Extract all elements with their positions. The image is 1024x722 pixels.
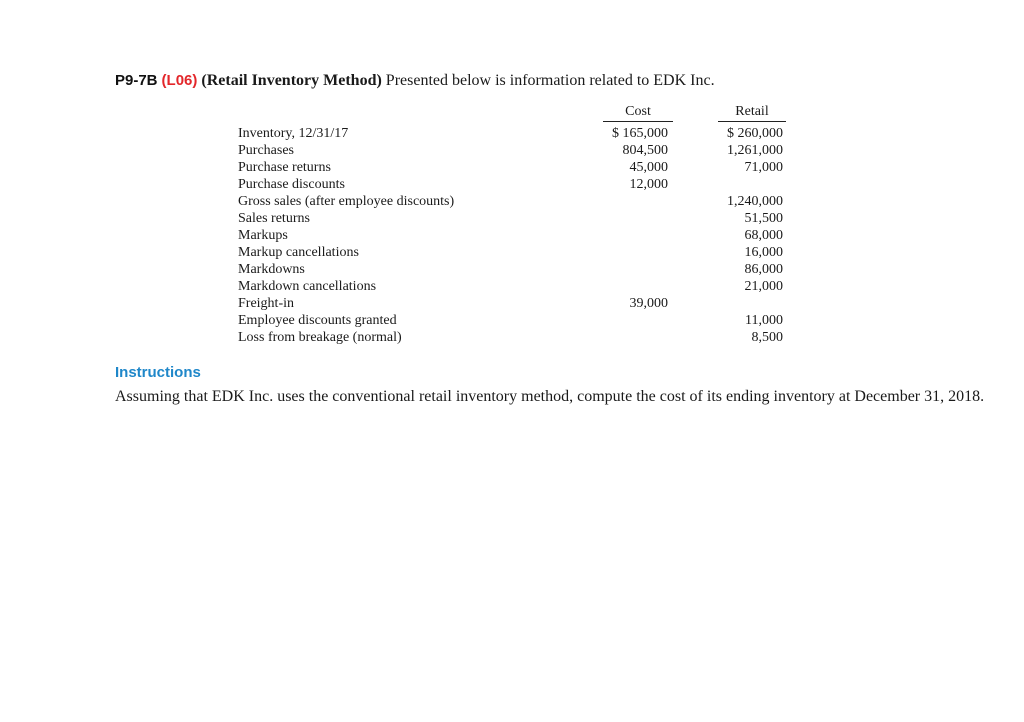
row-label: Loss from breakage (normal) bbox=[238, 330, 402, 345]
table-row bbox=[238, 295, 786, 312]
problem-intro: Presented below is information related to EDK Inc. bbox=[385, 72, 715, 89]
retail-value: 1,240,000 bbox=[727, 194, 783, 209]
row-label: Markdown cancellations bbox=[238, 279, 377, 294]
problem-number: P9-7B bbox=[115, 72, 158, 89]
retail-value: 51,500 bbox=[744, 211, 783, 226]
retail-value: 8,500 bbox=[751, 330, 783, 345]
row-label: Employee discounts granted bbox=[238, 313, 397, 328]
row-label: Purchase discounts bbox=[238, 177, 345, 192]
cost-column-header: Cost bbox=[603, 104, 673, 122]
row-label: Markdowns bbox=[238, 262, 305, 277]
learning-objective: (L06) bbox=[161, 72, 198, 89]
cost-value: 39,000 bbox=[629, 296, 668, 311]
table-row bbox=[238, 312, 786, 329]
table-row bbox=[238, 142, 786, 159]
table-row bbox=[238, 159, 786, 176]
retail-column-header: Retail bbox=[718, 104, 786, 122]
table-row bbox=[238, 227, 786, 244]
cost-value: 804,500 bbox=[622, 143, 668, 158]
retail-value: 68,000 bbox=[744, 228, 783, 243]
table-row bbox=[238, 329, 786, 346]
table-row bbox=[238, 278, 786, 295]
instructions-heading: Instructions bbox=[115, 364, 201, 381]
instructions-text: Assuming that EDK Inc. uses the conventional retail inventory method, compute the cost of its ending inventory at December 31, 2018. bbox=[115, 388, 985, 405]
retail-value: 1,261,000 bbox=[727, 143, 783, 158]
table-row bbox=[238, 210, 786, 227]
retail-value: 16,000 bbox=[744, 245, 783, 260]
table-row bbox=[238, 261, 786, 278]
table-row bbox=[238, 176, 786, 193]
row-label: Gross sales (after employee discounts) bbox=[238, 194, 455, 209]
retail-value: $ 260,000 bbox=[727, 126, 783, 141]
table-row bbox=[238, 244, 786, 261]
row-label: Freight-in bbox=[238, 296, 294, 311]
retail-value: 71,000 bbox=[744, 160, 783, 175]
table-row bbox=[238, 125, 786, 142]
retail-value: 21,000 bbox=[744, 279, 783, 294]
row-label: Purchase returns bbox=[238, 160, 331, 175]
problem-topic: (Retail Inventory Method) bbox=[201, 72, 382, 89]
table-rows bbox=[238, 125, 786, 346]
retail-value: 86,000 bbox=[744, 262, 783, 277]
cost-value: 12,000 bbox=[629, 177, 668, 192]
row-label: Markup cancellations bbox=[238, 245, 359, 260]
table-row bbox=[238, 193, 786, 210]
row-label: Inventory, 12/31/17 bbox=[238, 126, 349, 141]
row-label: Markups bbox=[238, 228, 288, 243]
cost-value: $ 165,000 bbox=[612, 126, 668, 141]
retail-value: 11,000 bbox=[745, 313, 783, 328]
row-label: Sales returns bbox=[238, 211, 310, 226]
problem-header bbox=[115, 72, 715, 90]
row-label: Purchases bbox=[238, 143, 294, 158]
cost-value: 45,000 bbox=[629, 160, 668, 175]
